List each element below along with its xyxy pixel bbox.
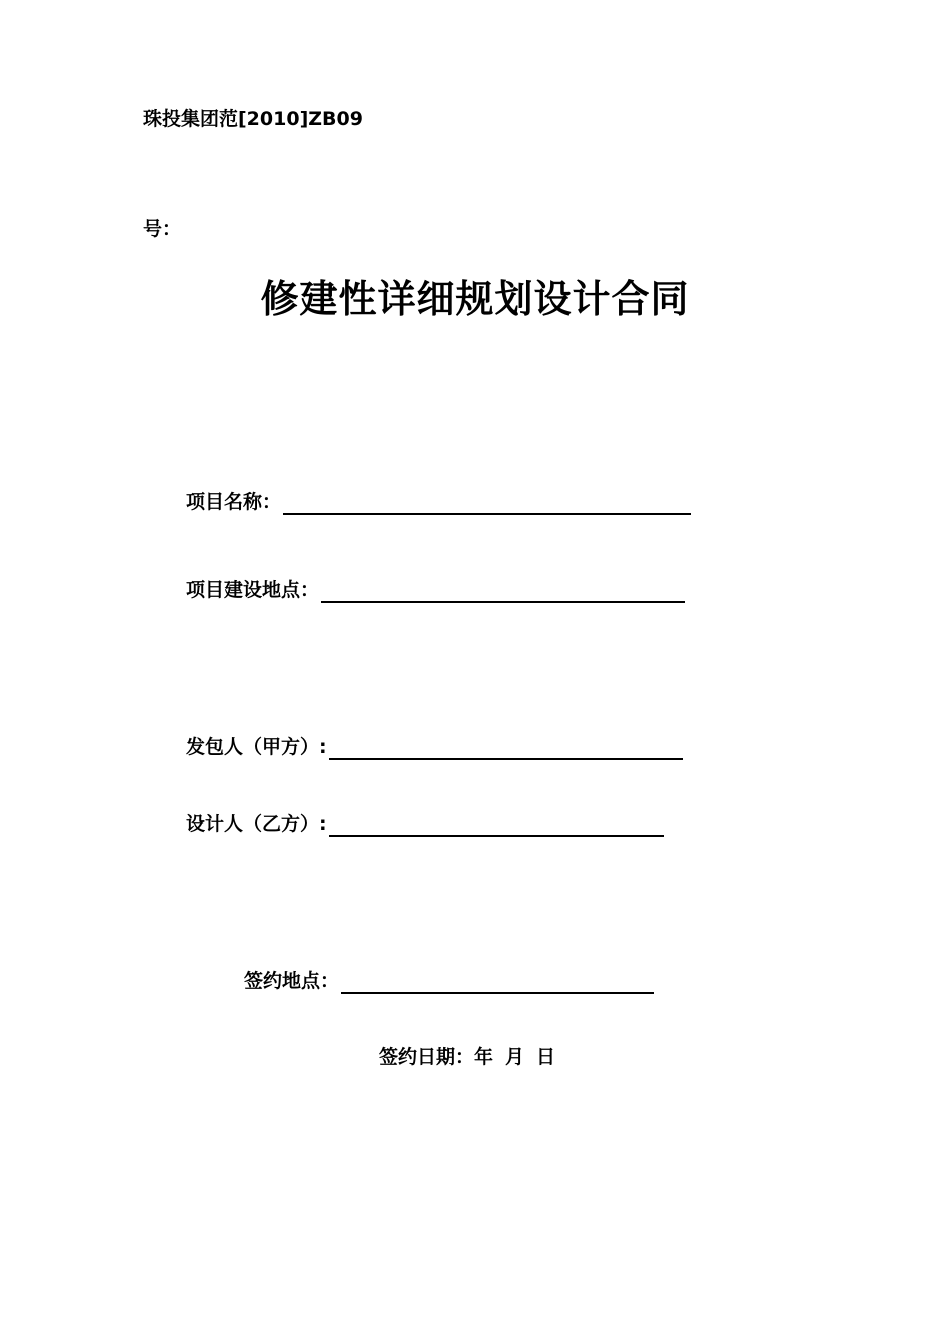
signing-date	[379, 1044, 555, 1070]
signing-date-label: 签约日期：	[379, 1046, 475, 1068]
signing-date-year: 年	[474, 1046, 494, 1068]
project-name-label: 项目名称：	[186, 491, 282, 513]
signing-place-label: 签约地点：	[244, 970, 340, 992]
designer-label: 设计人（乙方）:	[186, 813, 327, 835]
signing-date-day: 日	[536, 1046, 556, 1068]
project-name-field	[186, 489, 691, 515]
client-label: 发包人（甲方）:	[186, 736, 327, 758]
project-location-blank[interactable]	[321, 579, 685, 603]
designer-field	[186, 811, 664, 837]
client-blank[interactable]	[329, 736, 683, 760]
project-name-blank[interactable]	[283, 491, 691, 515]
project-location-field	[186, 577, 685, 603]
contract-title: 修建性详细规划设计合同	[260, 277, 690, 321]
document-code: 珠投集团范[2010]ZB09	[143, 108, 363, 130]
signing-place-blank[interactable]	[341, 970, 654, 994]
client-field	[186, 734, 683, 760]
project-location-label: 项目建设地点：	[186, 579, 320, 601]
signing-place-field	[244, 968, 654, 994]
signing-date-month: 月	[505, 1046, 525, 1068]
designer-blank[interactable]	[329, 813, 664, 837]
document-number-label: 号：	[143, 218, 182, 240]
